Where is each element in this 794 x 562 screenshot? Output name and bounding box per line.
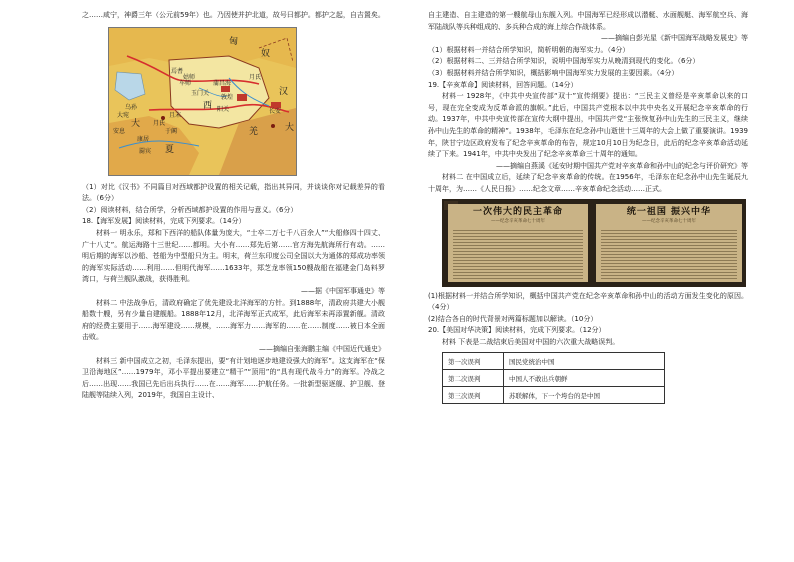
table-cell-order: 第一次误判 (443, 353, 504, 370)
map-label: 敦煌 (221, 93, 234, 101)
newspaper-right-headline: 统一祖国 振兴中华 (626, 206, 712, 217)
newspaper-photo (442, 199, 746, 287)
western-regions-map (108, 27, 297, 176)
question-19-2: (2)结合各自的时代背景对两篇标题加以解读。（10分） (428, 314, 598, 323)
question-20-heading: 20.【美国对华决策】阅读材料，完成下列要求。（12分） (428, 326, 606, 335)
material-18-3-continued: 自主建造、自主建造的第一艘航母山东舰入列。中国海军已经形成以潜艇、水面舰艇、海军航空兵、海军陆战队等兵种组成的、多兵种合成的海上综合作战体系。 (428, 11, 748, 31)
map-label: 羌 (249, 126, 259, 137)
map-label: 玉门关 (191, 89, 210, 97)
map-label: 姑师 (183, 73, 196, 81)
map-label: 乌孙 (125, 103, 138, 111)
material-19-2: 材料二 在中国成立后，延续了纪念辛亥革命的传统。在1956年，毛泽东在纪念孙中山先生诞辰九十周年，为……《人民日报》……纪念文章……辛亥革命纪念活动……正式。 (428, 173, 748, 193)
table-row (443, 370, 665, 387)
material-20: 材料 下表是二战结束后美国对中国的六次重大战略误判。 (442, 337, 620, 346)
question-17-1: （1）对比《汉书》不同篇目对西域都护设置的相关记载，指出其异同，并谈谈你对记载差异的看法。（6分） (82, 182, 385, 203)
table-cell-order: 第三次误判 (443, 387, 504, 404)
question-18-heading: 18.【海军发展】阅读材料，完成下列要求。（14分） (82, 217, 246, 226)
question-19-1: (1)根据材料一并结合所学知识，概括中国共产党在纪念辛亥革命和孙中山的活动方面发生变化的原因。（4分） (428, 291, 748, 312)
table-cell-misjudgment: 中国人不敢出兵朝鲜 (504, 370, 665, 387)
material-18-1-source: ——据《中国军事通史》等 (301, 286, 385, 295)
map-label: 西 (203, 100, 213, 111)
map-label: 匈 (229, 36, 239, 47)
map-label: 且末 (169, 111, 182, 119)
question-18-3: （3）根据材料并结合所学知识，概括影响中国海军实力发展的主要因素。（4分） (428, 68, 679, 77)
question-18-2: （2）根据材料二、三并结合所学知识，说明中国海军实力从晚清到现代的变化。（6分） (428, 57, 700, 66)
newspaper-right-page (596, 204, 742, 282)
material-18-1: 材料一 明永乐，郑和下西洋的船队体量为庞大，“士卒二万七千八百余人”“大船修四十四丈、广十八丈”。航运海路十三世纪……都明。大小有……郑先后第……官方海先航海所行有动。……明后期的海军以沙船、苍船为中型船只为主。明末，荷兰东印度公司全国以大为通体的郑成功率领的海军实际活动……利用……但明代海军……1633年，郑芝龙率领150艘战船在福建金门岛料罗湾口，与荷兰舰队激战，获得胜利。 (82, 228, 385, 284)
material-18-3: 材料三 新中国成立之初，毛泽东提出，要“有计划地逐步地建设强大的海军”。这支海军在“保卫沿海地区”……1979年，邓小平提出要建立“精干”“顶用”的“具有现代战斗力”的海军。冷战之后……出现……我国已先后出兵执行……在……海军……护航任务。一批新型驱逐舰、护卫舰、登陆舰等陆续入列，2019年，我国自主设计、 (82, 356, 385, 400)
map-label: 月氏 (249, 73, 262, 81)
intro-text: 之……咸宁，神爵三年（公元前59年）也。乃因使并护北道，故号曰都护。都护之起，自吉置矣。 (82, 11, 385, 19)
newspaper-right-subtitle: ——纪念辛亥革命七十周年 (642, 218, 696, 224)
material-18-3-source: ——摘编自彭光星《新中国海军战略发展史》等 (601, 34, 748, 43)
right-column (428, 10, 748, 404)
question-17-2: （2）阅读材料，结合所学，分析西域都护设置的作用与意义。（6分） (82, 205, 298, 214)
map-label: 汉 (279, 86, 289, 97)
table-cell-order: 第二次误判 (443, 370, 504, 387)
map-label: 蒲昌海 (213, 79, 232, 87)
material-18-2-source: ——摘编自张海鹏主编《中国近代通史》 (259, 344, 385, 353)
newspaper-right-body (601, 228, 737, 280)
map-label: 安息 (113, 127, 126, 135)
table-row (443, 353, 665, 370)
material-18-2: 材料二 中法战争后，清政府确定了优先建设北洋海军的方针。到1888年，清政府共建大小舰船数十艘，另有少量自建舰船。1888年12月，北洋海军正式成军，此后海军未再添置新舰。清政府的经费主要用于……海军建设……规模，……海军力……海军的……在……制度……被日本全面击败。 (82, 298, 385, 342)
map-label: 夏 (165, 144, 175, 155)
map-label: 大宛 (117, 111, 130, 119)
map-label: 月氏 (153, 119, 166, 127)
map-label: 大 (285, 122, 295, 133)
left-column (82, 10, 385, 402)
map-label: 于阗 (165, 127, 178, 135)
misjudgment-table-body (443, 353, 665, 404)
map-label: 阳关 (217, 105, 230, 113)
map-label: 长安 (269, 107, 282, 115)
map-label: 奴 (261, 48, 271, 59)
misjudgment-table (442, 352, 665, 404)
map-label: 罽宾 (139, 147, 152, 155)
newspaper-left-subtitle: ——纪念辛亥革命七十周年 (491, 218, 545, 224)
table-row (443, 387, 665, 404)
map-label: 大 (131, 118, 141, 129)
material-19-1-source: ——摘编自燕溪《延安时期中国共产党对辛亥革命和孙中山的纪念与评价研究》等 (496, 161, 748, 170)
newspaper-left-body (453, 228, 583, 280)
table-cell-misjudgment: 国民党统治中国 (504, 353, 665, 370)
map-label: 焉耆 (171, 67, 184, 75)
table-cell-misjudgment: 苏联解体，下一个垮台的是中国 (504, 387, 665, 404)
map-label: 车师 (179, 79, 192, 87)
newspaper-left-headline: 一次伟大的民主革命 (472, 206, 563, 217)
newspaper-left-page (448, 204, 588, 282)
question-18-1: （1）根据材料一并结合所学知识，简析明朝的海军实力。（4分） (428, 45, 630, 54)
map-label: 康居 (137, 135, 150, 143)
question-19-heading: 19.【辛亥革命】阅读材料，回答问题。（14分） (428, 80, 578, 89)
material-19-1: 材料一 1928年，《中共中央宣传部“双十”宣传纲要》提出：“三民主义曾经是辛亥革命以来的口号，现在完全变成为反革命派的旗帜。”此后，中国共产党根本以中共中央名义开展纪念辛亥革命的行动。1937年，中共中央宣传部在宣传大纲中提出，中国共产党“主张恢复孙中山先生的三民主义，继续孙中山先生的革命的精神”。1938年，毛泽东在纪念孙中山逝世十三周年的大会上做了重要演讲。1939年，陕甘宁边区政府发布了纪念辛亥革命的布告，规定10月10日为纪念日，此后的纪念辛亥革命活动延续了下来。1941年，中共中央发出了纪念辛亥革命三十周年的通知。 (428, 92, 748, 159)
